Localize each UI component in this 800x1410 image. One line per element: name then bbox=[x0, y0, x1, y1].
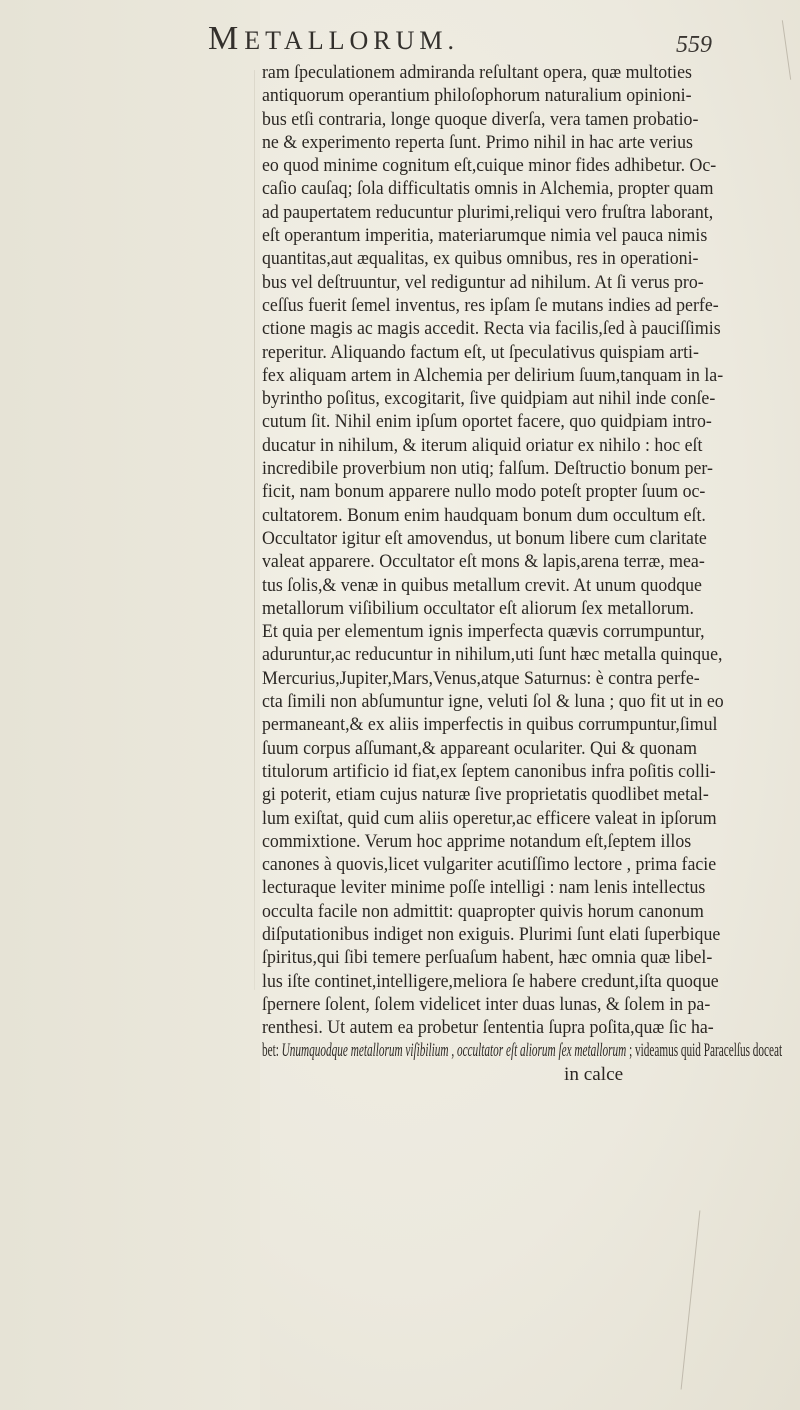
text-line: ducatur in nihilum, & iterum aliquid oriatur ex nihilo : hoc eſt bbox=[262, 434, 703, 456]
quoted-maxim: Unumquodque metallorum viſibilium , occultator eſt aliorum ſex metallorum bbox=[281, 1040, 627, 1062]
text-line: lecturaque leviter minime poſſe intelligi : nam lenis intellectus bbox=[262, 877, 706, 899]
text-line: incredibile proverbium non utiq; falſum. Deſtructio bonum per- bbox=[262, 458, 713, 480]
page-header bbox=[0, 20, 800, 60]
margin-rule bbox=[254, 70, 255, 990]
text-line: cta ſimili non abſumuntur igne, veluti ſol & luna ; quo fit ut in eo bbox=[262, 691, 724, 713]
text-line-with-quote bbox=[262, 1039, 783, 1062]
text-line: bus vel deſtruuntur, vel rediguntur ad nihilum. At ſi verus pro- bbox=[262, 271, 704, 293]
paper-crease bbox=[681, 1210, 701, 1389]
text-line: tus ſolis,& venæ in quibus metallum crevit. At unum quodque bbox=[262, 574, 702, 596]
text-line: eo quod minime cognitum eſt,cuique minor fides adhibetur. Oc- bbox=[262, 155, 717, 177]
catchword: in calce bbox=[564, 1063, 624, 1085]
text-line: gi poterit, etiam cujus naturæ ſive proprietatis quodlibet metal- bbox=[262, 784, 709, 806]
text-line: lum exiſtat, quid cum aliis operetur,ac efficere valeat in ipſorum bbox=[262, 807, 717, 829]
line-suffix: ; videamus quid Paracelſus doceat bbox=[626, 1040, 783, 1062]
text-line: lus iſte continet,intelligere,meliora ſe habere credunt,iſta quoque bbox=[262, 970, 719, 992]
text-line: fex aliquam artem in Alchemia per delirium ſuum,tanquam in la- bbox=[262, 364, 724, 386]
text-line: valeat apparere. Occultator eſt mons & lapis,arena terræ, mea- bbox=[262, 551, 705, 573]
body-text bbox=[262, 61, 800, 1086]
text-line: occulta facile non admittit: quapropter quivis horum canonum bbox=[262, 900, 704, 922]
text-line: Occultator igitur eſt amovendus, ut bonum libere cum claritate bbox=[262, 527, 707, 549]
text-line: Mercurius,Jupiter,Mars,Venus,atque Saturnus: è contra perfe- bbox=[262, 667, 700, 689]
text-line: cutum ſit. Nihil enim ipſum oportet facere, quo quidpiam intro- bbox=[262, 411, 712, 433]
line-prefix: bet: bbox=[262, 1040, 282, 1062]
page-number: 559 bbox=[676, 32, 712, 58]
text-line: caſio cauſaq; ſola difficultatis omnis in Alchemia, propter quam bbox=[262, 178, 714, 200]
text-line: cultatorem. Bonum enim haudquam bonum dum occultum eſt. bbox=[262, 504, 706, 526]
text-line: quantitas,aut æqualitas, ex quibus omnibus, res in operationi- bbox=[262, 248, 699, 270]
text-line: eſt operantum imperitia, materiarumque nimia vel pauca nimis bbox=[262, 225, 708, 247]
text-line: ſpiritus,qui ſibi temere perſuaſum habent, hæc omnia quæ libel- bbox=[262, 947, 713, 969]
running-title-initial: M bbox=[208, 20, 245, 57]
running-title-rest: ETALLORUM. bbox=[244, 26, 459, 55]
text-line: ram ſpeculationem admiranda reſultant opera, quæ multoties bbox=[262, 62, 692, 83]
text-line: ad paupertatem reducuntur plurimi,reliqui vero fruſtra laborant, bbox=[262, 201, 714, 223]
text-line: ctione magis ac magis accedit. Recta via facilis,ſed à pauciſſimis bbox=[262, 318, 721, 340]
text-line: bus etſi contraria, longe quoque diverſa, vera tamen probatio- bbox=[262, 108, 699, 130]
text-line: ſpernere ſolent, ſolem videlicet inter duas lunas, & ſolem in pa- bbox=[262, 993, 711, 1015]
text-line: ceſſus fuerit ſemel inventus, res ipſam ſe mutans indies ad perfe- bbox=[262, 294, 719, 316]
text-line: aduruntur,ac reducuntur in nihilum,uti ſunt hæc metalla quinque, bbox=[262, 644, 723, 666]
text-line: ne & experimento reperta ſunt. Primo nihil in hac arte verius bbox=[262, 131, 693, 153]
text-line: titulorum artificio id fiat,ex ſeptem canonibus infra poſitis colli- bbox=[262, 760, 716, 782]
text-line: antiquorum operantium philoſophorum naturalium opinioni- bbox=[262, 85, 692, 107]
text-line: Et quia per elementum ignis imperfecta quævis corrumpuntur, bbox=[262, 621, 705, 643]
text-line: diſputationibus indiget non exiguis. Plurimi ſunt elati ſuperbique bbox=[262, 923, 721, 945]
running-title bbox=[208, 20, 508, 58]
text-line: ſuum corpus aſſumant,& appareant oculariter. Qui & quonam bbox=[262, 737, 697, 759]
text-line: byrintho poſitus, excogitarit, ſive quidpiam aut nihil inde conſe- bbox=[262, 388, 716, 410]
text-line: ficit, nam bonum apparere nullo modo poteſt propter ſuum oc- bbox=[262, 481, 706, 503]
page-gutter bbox=[0, 0, 260, 1410]
text-line: reperitur. Aliquando factum eſt, ut ſpeculativus quispiam arti- bbox=[262, 341, 699, 363]
text-line: metallorum viſibilium occultator eſt aliorum ſex metallorum. bbox=[262, 597, 694, 619]
text-line: canones à quovis,licet vulgariter acutiſſimo lectore , prima facie bbox=[262, 854, 717, 876]
text-line: permaneant,& ex aliis imperfectis in quibus corrumpuntur,ſimul bbox=[262, 714, 718, 736]
text-line: renthesi. Ut autem ea probetur ſententia ſupra poſita,quæ ſic ha- bbox=[262, 1017, 714, 1039]
text-line: commixtione. Verum hoc apprime notandum eſt,ſeptem illos bbox=[262, 830, 692, 852]
